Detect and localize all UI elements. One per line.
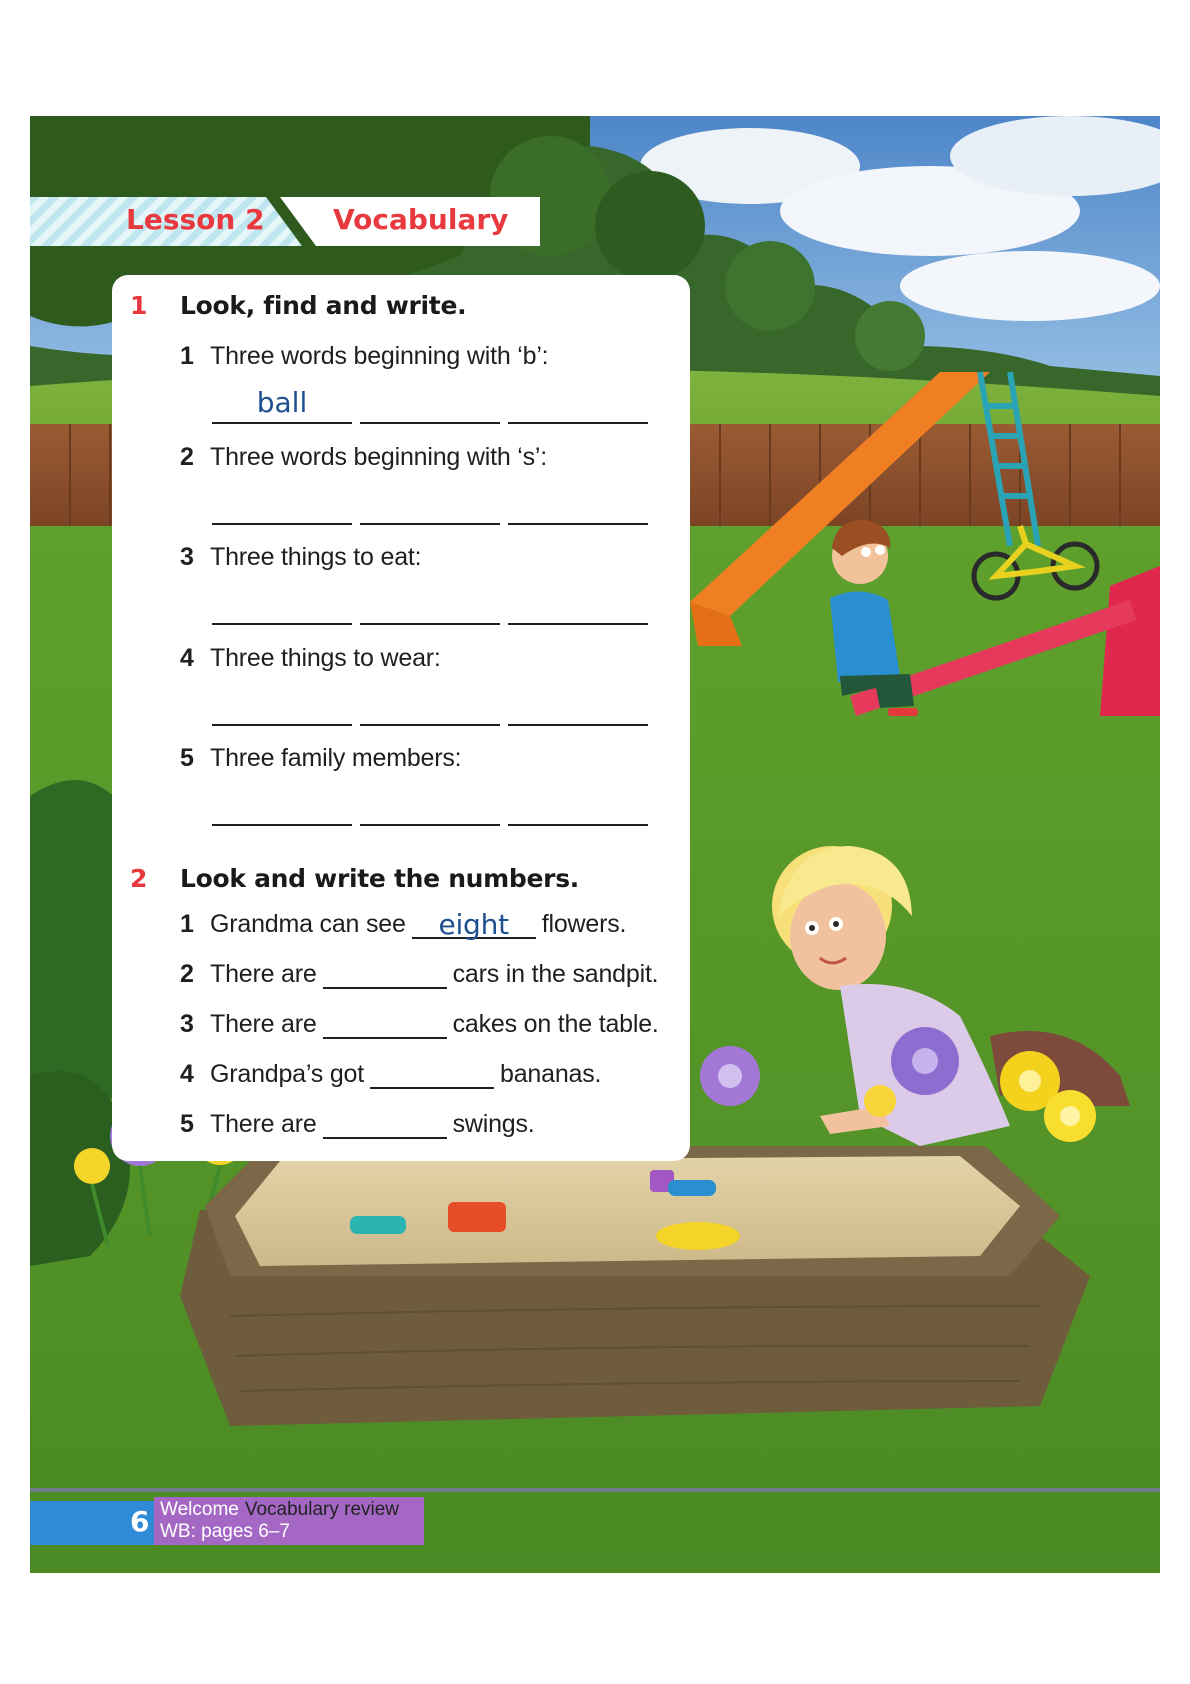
question-number: 1	[180, 342, 194, 370]
exercise-2-sentence	[180, 1059, 601, 1089]
page-number: 6	[130, 1505, 150, 1538]
answer-field[interactable]	[508, 585, 648, 625]
question-number: 3	[180, 543, 194, 571]
handwritten-answer: ball	[256, 386, 308, 419]
answer-field[interactable]	[508, 485, 648, 525]
exercise-2-number: 2	[130, 864, 148, 893]
answer-row	[212, 786, 648, 826]
question-number: 4	[180, 1060, 194, 1088]
lesson-label: Lesson 2	[126, 203, 265, 236]
question-number: 3	[180, 1010, 194, 1038]
sentence-end: flowers.	[541, 910, 627, 938]
question-text: Three words beginning with ‘b’:	[210, 342, 549, 370]
answer-field[interactable]	[323, 1109, 447, 1139]
answer-field[interactable]	[508, 384, 648, 424]
exercise-2-title: Look and write the numbers.	[180, 864, 579, 893]
answer-field[interactable]	[323, 1009, 447, 1039]
sentence-start: There are	[210, 1010, 317, 1038]
answer-row	[212, 485, 648, 525]
sentence-start: There are	[210, 960, 317, 988]
answer-field[interactable]	[212, 485, 352, 525]
question-number: 5	[180, 1110, 194, 1138]
answer-field[interactable]	[323, 959, 447, 989]
sentence-end: cakes on the table.	[452, 1010, 659, 1038]
answer-field[interactable]	[360, 384, 500, 424]
exercise-2-sentence	[180, 1009, 659, 1039]
answer-field[interactable]	[360, 686, 500, 726]
answer-row	[212, 585, 648, 625]
exercise-1-number: 1	[130, 291, 148, 320]
exercise-1-question	[180, 644, 441, 673]
question-text: Three things to wear:	[210, 644, 441, 672]
answer-field[interactable]	[212, 384, 352, 424]
sentence-end: swings.	[452, 1110, 535, 1138]
answer-field[interactable]	[508, 686, 648, 726]
sentence-start: There are	[210, 1110, 317, 1138]
handwritten-answer: eight	[438, 908, 509, 941]
sentence-start: Grandpa’s got	[210, 1060, 364, 1088]
answer-field[interactable]	[212, 585, 352, 625]
answer-field[interactable]	[212, 786, 352, 826]
exercise-1-question	[180, 443, 547, 472]
sentence-end: bananas.	[500, 1060, 602, 1088]
answer-field[interactable]	[360, 485, 500, 525]
question-number: 4	[180, 644, 194, 672]
question-number: 2	[180, 443, 194, 471]
answer-field[interactable]	[212, 686, 352, 726]
answer-field[interactable]	[508, 786, 648, 826]
footer-unit: Welcome	[160, 1499, 239, 1520]
exercise-2-sentence	[180, 959, 658, 989]
exercise-1-question	[180, 744, 461, 773]
question-text: Three words beginning with ‘s’:	[210, 443, 548, 471]
sentence-end: cars in the sandpit.	[452, 960, 659, 988]
lesson-topic: Vocabulary	[333, 203, 509, 236]
answer-row	[212, 384, 648, 424]
footer-unit-line	[160, 1499, 399, 1521]
exercise-2-sentence	[180, 909, 626, 939]
lesson-banner	[30, 197, 540, 246]
page-footer	[30, 1497, 424, 1545]
sentence-start: Grandma can see	[210, 910, 406, 938]
exercise-1-title: Look, find and write.	[180, 291, 467, 320]
footer-section: Vocabulary review	[244, 1499, 400, 1520]
footer-workbook-ref: WB: pages 6–7	[160, 1521, 290, 1542]
question-number: 5	[180, 744, 194, 772]
answer-row	[212, 686, 648, 726]
question-text: Three family members:	[210, 744, 462, 772]
answer-field[interactable]	[412, 909, 536, 939]
question-number: 1	[180, 910, 194, 938]
answer-field[interactable]	[370, 1059, 494, 1089]
answer-field[interactable]	[360, 786, 500, 826]
exercise-card	[112, 275, 690, 1161]
exercise-1-question	[180, 543, 421, 572]
exercise-1-question	[180, 342, 548, 371]
question-number: 2	[180, 960, 194, 988]
answer-field[interactable]	[360, 585, 500, 625]
exercise-2-sentence	[180, 1109, 535, 1139]
question-text: Three things to eat:	[210, 543, 422, 571]
